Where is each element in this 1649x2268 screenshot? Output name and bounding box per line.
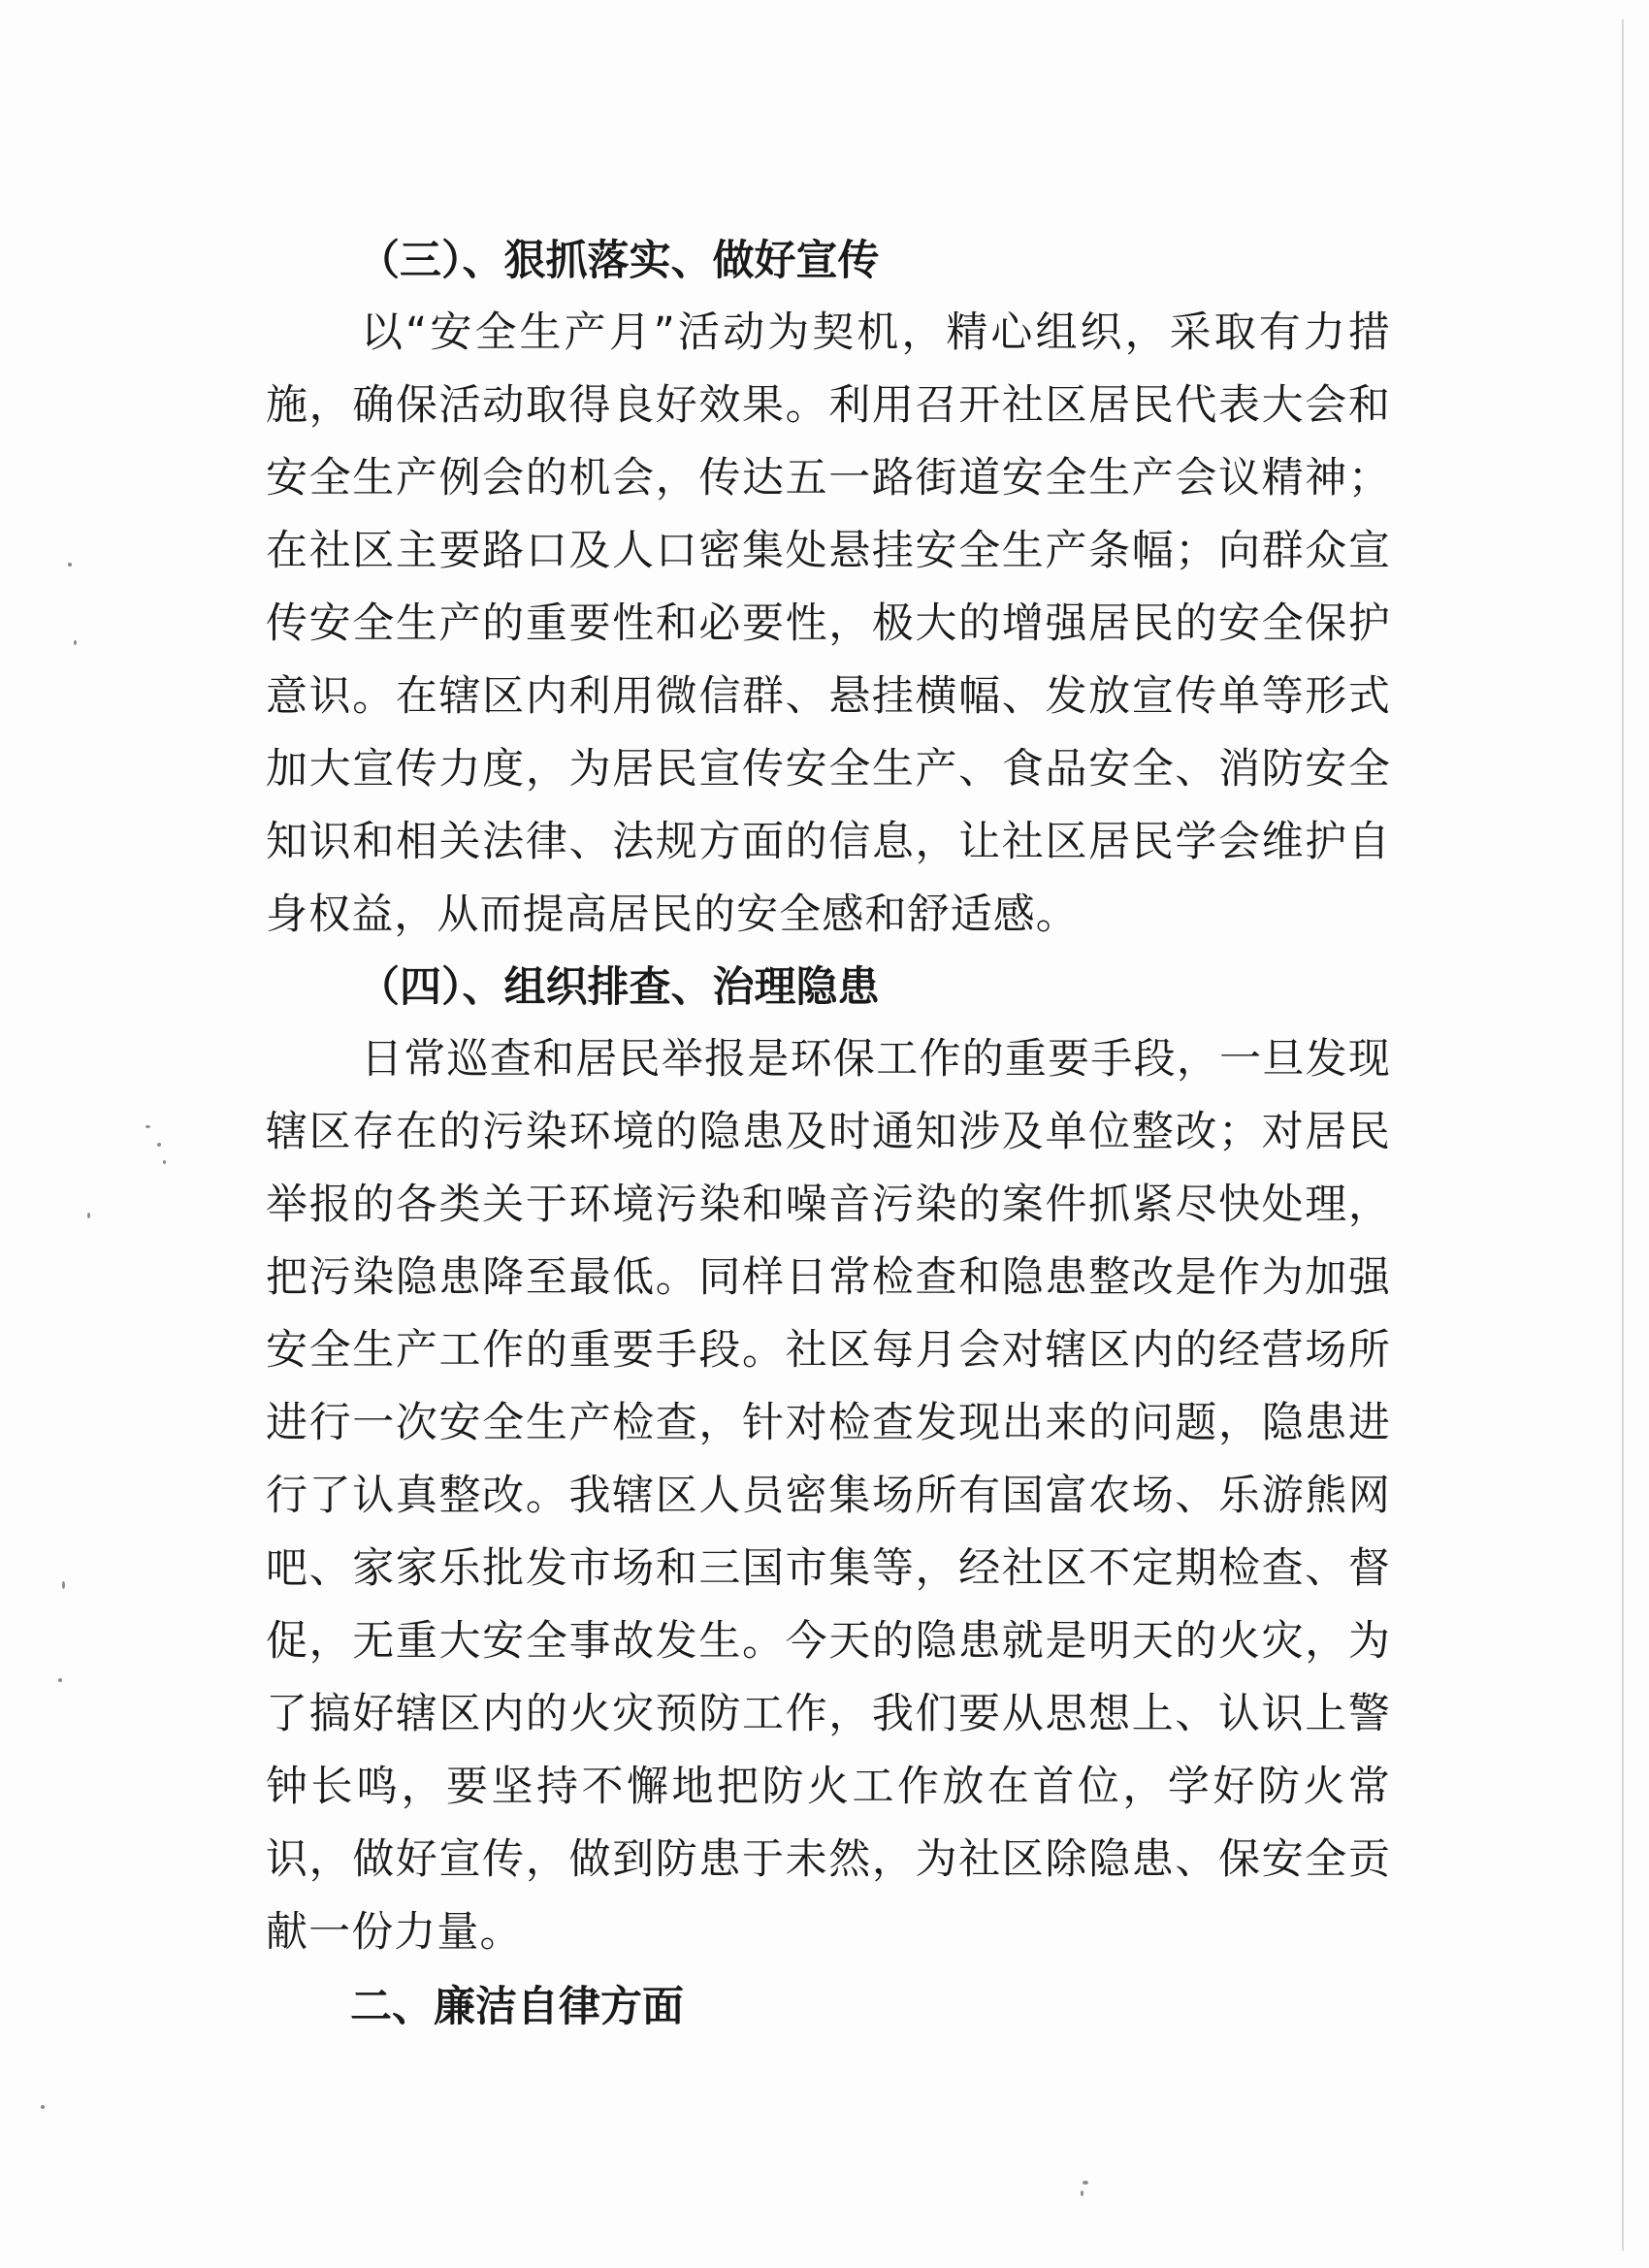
scan-speck: [146, 1125, 150, 1128]
scan-speck: [41, 2105, 45, 2109]
scan-speck: [163, 1160, 166, 1164]
scan-speck: [157, 1143, 161, 1147]
scan-speck: [68, 563, 72, 567]
page-edge-line: [1622, 19, 1624, 2251]
scan-speck: [87, 1213, 90, 1218]
section-paragraph-4: 日常巡查和居民举报是环保工作的重要手段，一旦发现辖区存在的污染环境的隐患及时通知涉及单位整改；对居民举报的各类关于环境污染和噪音污染的案件抓紧尽快处理，把污染隐患降至最低。同样日常检查和隐患整改是作为加强安全生产工作的重要手段。社区每月会对辖区内的经营场所进行一次安全生产检查，针对检查发现出来的问题，隐患进行了认真整改。我辖区人员密集场所有国富农场、乐游熊网吧、家家乐批发市场和三国市集等，经社区不定期检查、督促，无重大安全事故发生。今天的隐患就是明天的火灾，为了搞好辖区内的火灾预防工作，我们要从思想上、认识上警钟长鸣，要坚持不懈地把防火工作放在首位，学好防火常识，做好宣传，做到防患于未然，为社区除隐患、保安全贡献一份力量。: [266, 1035, 1391, 1957]
section-heading-3: （三）、狠抓落实、做好宣传: [358, 237, 880, 285]
scan-speck: [1083, 2181, 1088, 2185]
scan-speck: [62, 1581, 65, 1589]
scan-speck: [1081, 2190, 1083, 2196]
scan-speck: [58, 1678, 62, 1682]
document-body: [266, 225, 1391, 2043]
section-heading-integrity: 二、廉洁自律方面: [350, 1983, 684, 2031]
scan-speck: [74, 640, 77, 645]
section-heading-4: （四）、组织排查、治理隐患: [358, 963, 880, 1012]
section-paragraph-3: 以“安全生产月”活动为契机，精心组织，采取有力措施，确保活动取得良好效果。利用召开社区居民代表大会和安全生产例会的机会，传达五一路街道安全生产会议精神；在社区主要路口及人口密集处悬挂安全生产条幅；向群众宣传安全生产的重要性和必要性，极大的增强居民的安全保护意识。在辖区内利用微信群、悬挂横幅、发放宣传单等形式加大宣传力度，为居民宣传安全生产、食品安全、消防安全知识和相关法律、法规方面的信息，让社区居民学会维护自身权益，从而提高居民的安全感和舒适感。: [266, 308, 1391, 939]
